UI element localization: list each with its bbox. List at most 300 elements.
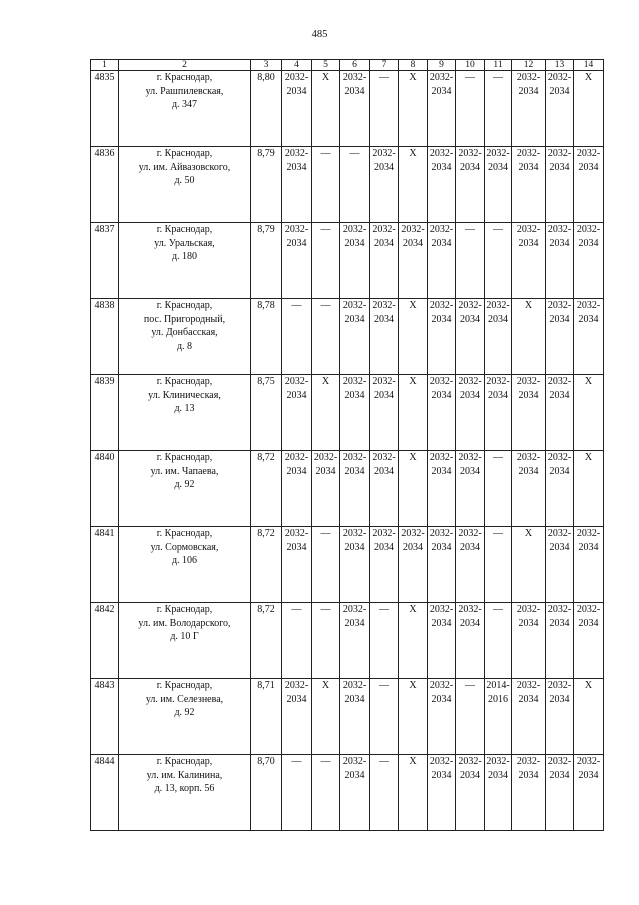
- period-line: 2032-: [576, 756, 601, 767]
- address-line: ул. им. Володарского,: [138, 617, 231, 629]
- period-cell: [399, 527, 428, 603]
- address-line: ул. Сормовская,: [150, 541, 219, 553]
- period-line: 2032-: [458, 148, 482, 159]
- period-cell: [340, 299, 370, 375]
- period-cell: [428, 603, 456, 679]
- period-line: X: [409, 376, 417, 387]
- period-line: X: [524, 300, 533, 311]
- table-row: [91, 451, 604, 527]
- period-cell: [485, 527, 512, 603]
- period-line: 2032-: [284, 452, 309, 463]
- period-line: X: [321, 376, 330, 387]
- period-cell: [312, 755, 340, 831]
- period-line: X: [409, 72, 417, 83]
- period-line: 2034: [488, 769, 508, 781]
- period-line: 2032-: [342, 604, 367, 615]
- period-line: 2032-: [429, 452, 454, 463]
- period-line: —: [493, 604, 503, 615]
- period-line: 2034: [344, 237, 365, 249]
- address-cell: [119, 451, 251, 527]
- period-line: 2034: [403, 237, 423, 249]
- period-cell: [399, 755, 428, 831]
- period-cell: [512, 603, 546, 679]
- period-cell: [574, 223, 604, 299]
- period-cell: [512, 147, 546, 223]
- address-line: ул. Рашпилевская,: [145, 85, 224, 97]
- period-cell: [574, 299, 604, 375]
- period-cell: [485, 451, 512, 527]
- period-cell: [546, 451, 574, 527]
- period-cell: [456, 375, 485, 451]
- period-cell: [485, 147, 512, 223]
- period-cell: [282, 755, 312, 831]
- period-line: X: [524, 528, 533, 539]
- period-cell: [370, 299, 399, 375]
- period-line: X: [409, 680, 417, 691]
- column-header: 8: [399, 60, 428, 71]
- table-row: [91, 679, 604, 755]
- period-line: 2034: [374, 313, 394, 325]
- period-line: 2032-: [576, 528, 601, 539]
- period-line: 2032-: [547, 224, 572, 235]
- period-cell: [312, 71, 340, 147]
- period-line: 2032-: [576, 224, 601, 235]
- period-cell: [456, 527, 485, 603]
- period-line: 2032-: [547, 680, 572, 691]
- period-line: 2034: [374, 465, 394, 477]
- period-cell: [512, 755, 546, 831]
- period-line: 2034: [488, 389, 508, 401]
- column-header: 11: [485, 60, 512, 71]
- period-line: —: [349, 148, 360, 159]
- period-line: 2032-: [547, 376, 572, 387]
- period-cell: [312, 375, 340, 451]
- period-line: 2032-: [429, 224, 454, 235]
- address-cell: [119, 679, 251, 755]
- period-line: —: [379, 72, 389, 83]
- period-line: 2032-: [516, 72, 541, 83]
- period-line: 2032-: [458, 300, 482, 311]
- period-cell: [370, 527, 399, 603]
- period-cell: [399, 223, 428, 299]
- period-line: 2032-: [458, 528, 482, 539]
- period-cell: [428, 223, 456, 299]
- address-cell: [119, 527, 251, 603]
- period-line: 2032-: [516, 148, 541, 159]
- period-line: 2032-: [516, 224, 541, 235]
- period-line: —: [291, 300, 302, 311]
- period-line: X: [409, 604, 417, 615]
- period-cell: [340, 603, 370, 679]
- period-cell: [399, 375, 428, 451]
- period-cell: [574, 71, 604, 147]
- period-line: 2034: [344, 693, 365, 705]
- period-line: 2032-: [284, 224, 309, 235]
- period-line: 2032-: [429, 148, 454, 159]
- period-line: 2032-: [372, 300, 396, 311]
- priority-value: 8,71: [251, 679, 282, 755]
- period-cell: [456, 603, 485, 679]
- period-line: 2034: [344, 541, 365, 553]
- period-line: —: [291, 756, 302, 767]
- period-cell: [340, 223, 370, 299]
- period-cell: [456, 299, 485, 375]
- period-line: X: [409, 452, 417, 463]
- period-line: 2034: [488, 161, 508, 173]
- period-line: X: [321, 680, 330, 691]
- period-cell: [485, 679, 512, 755]
- period-cell: [574, 375, 604, 451]
- address-line: д. 8: [176, 340, 193, 352]
- period-line: 2032-: [401, 528, 425, 539]
- period-cell: [574, 527, 604, 603]
- period-line: 2034: [431, 769, 452, 781]
- period-line: —: [379, 756, 389, 767]
- period-line: 2034: [460, 161, 480, 173]
- period-cell: [370, 71, 399, 147]
- period-line: 2034: [518, 617, 539, 629]
- period-cell: [282, 679, 312, 755]
- record-number: 4836: [91, 147, 119, 223]
- period-line: 2032-: [372, 528, 396, 539]
- column-header: 6: [340, 60, 370, 71]
- period-line: 2032-: [284, 148, 309, 159]
- record-number: 4839: [91, 375, 119, 451]
- period-cell: [574, 147, 604, 223]
- period-line: 2032-: [547, 756, 572, 767]
- period-line: 2032-: [342, 452, 367, 463]
- period-line: 2034: [460, 541, 480, 553]
- period-line: 2034: [286, 465, 307, 477]
- period-cell: [456, 71, 485, 147]
- period-line: 2034: [549, 313, 570, 325]
- period-line: 2034: [549, 541, 570, 553]
- period-line: 2032-: [576, 300, 601, 311]
- period-line: 2034: [549, 465, 570, 477]
- address-line: д. 13: [174, 403, 195, 414]
- period-line: 2032-: [284, 680, 309, 691]
- period-line: 2034: [431, 85, 452, 97]
- period-line: 2032-: [342, 72, 367, 83]
- address-cell: [119, 755, 251, 831]
- record-number: 4837: [91, 223, 119, 299]
- column-header: 2: [119, 60, 251, 71]
- period-line: 2032-: [284, 528, 309, 539]
- period-line: 2032-: [372, 148, 396, 159]
- period-line: —: [320, 528, 331, 539]
- period-line: —: [493, 72, 503, 83]
- period-line: 2032-: [458, 376, 482, 387]
- record-number: 4838: [91, 299, 119, 375]
- period-cell: [312, 299, 340, 375]
- period-line: 2034: [578, 313, 599, 325]
- address-line: ул. Уральская,: [154, 237, 215, 249]
- address-line: г. Краснодар,: [156, 604, 213, 615]
- period-line: 2034: [460, 313, 480, 325]
- address-cell: [119, 71, 251, 147]
- record-number: 4842: [91, 603, 119, 679]
- period-cell: [370, 147, 399, 223]
- period-line: 2034: [518, 769, 539, 781]
- column-header: 14: [574, 60, 604, 71]
- period-line: 2034: [286, 161, 307, 173]
- period-line: 2032-: [342, 224, 367, 235]
- period-line: 2032-: [516, 680, 541, 691]
- period-cell: [399, 147, 428, 223]
- period-line: 2032-: [516, 376, 541, 387]
- period-line: 2032-: [516, 452, 541, 463]
- period-cell: [485, 603, 512, 679]
- table-row: [91, 755, 604, 831]
- period-cell: [340, 71, 370, 147]
- period-cell: [428, 147, 456, 223]
- address-line: ул. им. Калинина,: [146, 769, 223, 781]
- period-cell: [370, 755, 399, 831]
- period-cell: [546, 679, 574, 755]
- column-header: 10: [456, 60, 485, 71]
- period-cell: [340, 527, 370, 603]
- period-cell: [574, 451, 604, 527]
- period-cell: [399, 603, 428, 679]
- column-header: 9: [428, 60, 456, 71]
- period-line: —: [379, 680, 389, 691]
- period-line: X: [584, 72, 593, 83]
- priority-value: 8,78: [251, 299, 282, 375]
- period-cell: [370, 679, 399, 755]
- address-line: ул. им. Айвазовского,: [138, 161, 231, 173]
- period-cell: [399, 299, 428, 375]
- period-line: 2034: [431, 617, 452, 629]
- period-line: 2034: [286, 389, 307, 401]
- period-line: 2032-: [516, 604, 541, 615]
- period-cell: [312, 451, 340, 527]
- period-cell: [456, 223, 485, 299]
- period-cell: [312, 603, 340, 679]
- period-line: 2034: [460, 617, 480, 629]
- period-cell: [512, 71, 546, 147]
- period-line: 2034: [374, 237, 394, 249]
- period-cell: [282, 147, 312, 223]
- address-line: г. Краснодар,: [156, 224, 213, 235]
- period-line: 2034: [344, 313, 365, 325]
- period-cell: [546, 147, 574, 223]
- period-line: —: [379, 604, 389, 615]
- priority-value: 8,72: [251, 603, 282, 679]
- period-line: X: [409, 148, 417, 159]
- period-cell: [574, 755, 604, 831]
- period-cell: [546, 755, 574, 831]
- period-line: 2034: [549, 617, 570, 629]
- period-cell: [282, 375, 312, 451]
- period-line: 2034: [488, 313, 508, 325]
- address-line: пос. Пригородный,: [143, 313, 226, 325]
- period-line: 2032-: [576, 148, 601, 159]
- period-line: —: [465, 72, 475, 83]
- period-line: —: [320, 300, 331, 311]
- period-cell: [399, 679, 428, 755]
- period-line: 2032-: [429, 72, 454, 83]
- address-cell: [119, 147, 251, 223]
- column-header: 5: [312, 60, 340, 71]
- period-line: 2034: [549, 237, 570, 249]
- period-line: 2034: [549, 769, 570, 781]
- period-line: 2032-: [429, 300, 454, 311]
- period-line: —: [465, 224, 475, 235]
- period-line: 2034: [431, 541, 452, 553]
- period-line: —: [320, 756, 331, 767]
- period-line: 2032-: [516, 756, 541, 767]
- period-line: —: [465, 680, 475, 691]
- period-line: 2034: [403, 541, 423, 553]
- period-line: 2034: [549, 693, 570, 705]
- period-cell: [312, 679, 340, 755]
- table-body: [91, 60, 604, 831]
- period-line: 2034: [431, 313, 452, 325]
- address-line: д. 92: [174, 479, 195, 490]
- period-cell: [399, 71, 428, 147]
- period-line: 2032-: [342, 756, 367, 767]
- period-cell: [370, 375, 399, 451]
- period-line: 2034: [431, 237, 452, 249]
- address-cell: [119, 223, 251, 299]
- period-line: 2032-: [429, 604, 454, 615]
- period-line: X: [409, 756, 417, 767]
- period-line: 2032-: [486, 148, 510, 159]
- period-line: 2032-: [429, 680, 454, 691]
- period-line: —: [493, 452, 503, 463]
- period-line: 2034: [578, 617, 599, 629]
- period-cell: [546, 603, 574, 679]
- period-cell: [428, 527, 456, 603]
- period-cell: [485, 375, 512, 451]
- period-cell: [340, 679, 370, 755]
- period-line: —: [291, 604, 302, 615]
- period-line: 2034: [315, 465, 336, 477]
- period-cell: [428, 71, 456, 147]
- period-line: —: [493, 528, 503, 539]
- period-cell: [546, 71, 574, 147]
- address-cell: [119, 375, 251, 451]
- period-cell: [428, 679, 456, 755]
- address-line: д. 106: [171, 555, 198, 566]
- record-number: 4844: [91, 755, 119, 831]
- housing-repair-table: [90, 59, 604, 831]
- period-line: 2032-: [372, 376, 396, 387]
- column-number-header: [91, 60, 604, 71]
- period-cell: [340, 147, 370, 223]
- period-line: 2032-: [342, 528, 367, 539]
- period-cell: [485, 223, 512, 299]
- period-line: 2032-: [547, 148, 572, 159]
- period-line: 2016: [488, 693, 508, 705]
- address-line: д. 50: [174, 175, 195, 186]
- period-cell: [574, 679, 604, 755]
- period-line: 2032-: [486, 756, 510, 767]
- period-cell: [546, 223, 574, 299]
- period-line: 2034: [578, 237, 599, 249]
- period-cell: [428, 375, 456, 451]
- period-line: 2034: [286, 541, 307, 553]
- period-cell: [428, 755, 456, 831]
- table-row: [91, 375, 604, 451]
- period-cell: [456, 451, 485, 527]
- address-line: д. 180: [171, 251, 198, 262]
- table-row: [91, 223, 604, 299]
- column-header: 3: [251, 60, 282, 71]
- table-row: [91, 527, 604, 603]
- period-line: X: [409, 300, 417, 311]
- period-cell: [370, 451, 399, 527]
- address-line: г. Краснодар,: [156, 148, 213, 159]
- address-line: г. Краснодар,: [156, 680, 213, 691]
- period-cell: [370, 603, 399, 679]
- period-cell: [428, 299, 456, 375]
- record-number: 4843: [91, 679, 119, 755]
- table-row: [91, 71, 604, 147]
- period-line: 2032-: [458, 604, 482, 615]
- period-line: 2034: [431, 161, 452, 173]
- period-cell: [312, 223, 340, 299]
- address-line: г. Краснодар,: [156, 376, 213, 387]
- period-cell: [512, 299, 546, 375]
- period-line: 2034: [518, 85, 539, 97]
- table-row: [91, 147, 604, 223]
- period-line: 2034: [374, 541, 394, 553]
- period-cell: [456, 679, 485, 755]
- period-cell: [370, 223, 399, 299]
- period-line: 2014-: [486, 680, 510, 691]
- period-line: 2032-: [547, 452, 572, 463]
- period-cell: [546, 375, 574, 451]
- period-cell: [282, 223, 312, 299]
- address-cell: [119, 603, 251, 679]
- period-cell: [512, 451, 546, 527]
- period-line: X: [321, 72, 330, 83]
- period-line: 2034: [344, 465, 365, 477]
- period-line: 2032-: [458, 756, 482, 767]
- period-line: 2034: [549, 389, 570, 401]
- period-line: 2034: [286, 85, 307, 97]
- period-line: 2032-: [547, 300, 572, 311]
- period-cell: [282, 299, 312, 375]
- period-line: 2032-: [429, 756, 454, 767]
- period-line: 2034: [518, 161, 539, 173]
- period-line: X: [584, 680, 593, 691]
- period-line: —: [320, 604, 331, 615]
- period-line: 2032-: [372, 224, 396, 235]
- address-line: ул. им. Селезнева,: [145, 693, 224, 705]
- period-line: 2034: [286, 237, 307, 249]
- period-line: 2034: [431, 693, 452, 705]
- period-cell: [282, 71, 312, 147]
- period-line: 2034: [344, 389, 365, 401]
- period-cell: [399, 451, 428, 527]
- period-line: 2034: [431, 465, 452, 477]
- period-cell: [485, 755, 512, 831]
- period-cell: [546, 527, 574, 603]
- period-cell: [574, 603, 604, 679]
- period-line: —: [320, 148, 331, 159]
- period-line: 2034: [431, 389, 452, 401]
- priority-value: 8,70: [251, 755, 282, 831]
- period-line: 2032-: [429, 376, 454, 387]
- period-line: 2032-: [486, 300, 510, 311]
- period-line: 2034: [374, 389, 394, 401]
- period-cell: [340, 375, 370, 451]
- period-cell: [456, 755, 485, 831]
- period-line: 2032-: [342, 300, 367, 311]
- address-line: ул. Клиническая,: [148, 389, 221, 401]
